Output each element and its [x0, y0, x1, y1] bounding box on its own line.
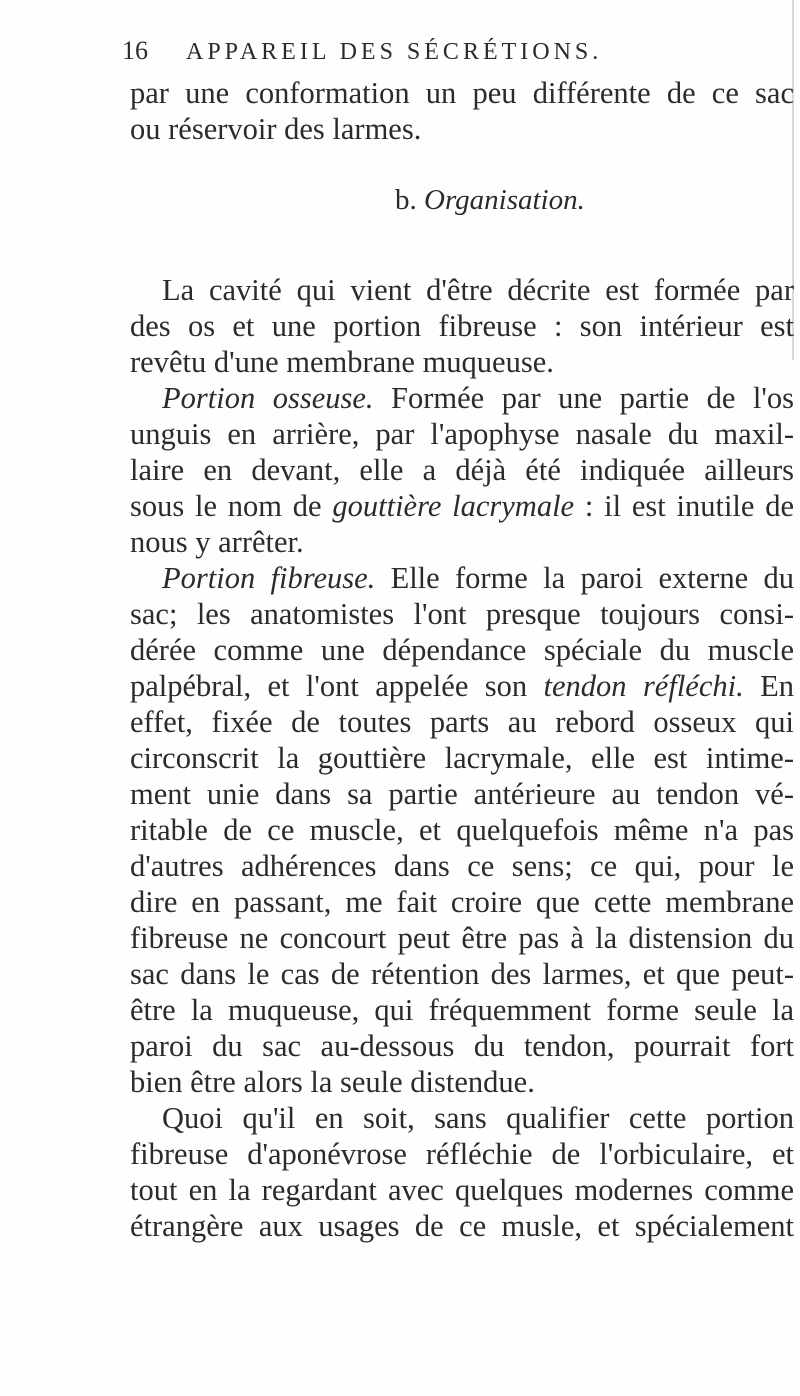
text-line: par une conformation un peu différente de ce sac [130, 76, 794, 110]
text-line: Quoi qu'il en soit, sans qualifier cette portion [162, 1101, 794, 1135]
section-heading [395, 184, 585, 217]
text-line: ritable de ce muscle, et quelquefois même n'a pas [130, 813, 794, 847]
text-line: bien être alors la seule distendue. [130, 1065, 535, 1099]
text-fragment: : il est inutile de [584, 489, 794, 523]
page-header [122, 36, 642, 66]
text-line: fibreuse d'aponévrose réfléchie de l'orbiculaire, et [130, 1137, 794, 1171]
text-line: tout en la regardant avec quelques modernes comme [130, 1173, 794, 1207]
running-title: APPAREIL DES SÉCRÉTIONS. [186, 39, 603, 65]
text-fragment: Formée par une partie de l'os [391, 381, 794, 415]
text-line: sac dans le cas de rétention des larmes, et que peut- [130, 957, 794, 991]
text-line: ment unie dans sa partie antérieure au tendon vé- [130, 777, 794, 811]
text-fragment: Elle forme la paroi externe du [390, 561, 794, 595]
text-line: dérée comme une dépendance spéciale du muscle [130, 633, 794, 667]
text-fragment: palpébral, et l'ont appelée son [130, 669, 528, 703]
text-line [130, 488, 794, 524]
text-line: fibreuse ne concourt peut être pas à la distension du [130, 921, 794, 955]
text-line: nous y arrêter. [130, 525, 304, 559]
italic-term: gouttière lacrymale [332, 489, 575, 523]
text-fragment: sous le nom de [130, 489, 322, 523]
section-letter: b. [395, 184, 417, 216]
text-line: étrangère aux usages de ce musle, et spécialement [130, 1209, 794, 1243]
text-line: des os et une portion fibreuse : son intérieur est [130, 309, 794, 343]
text-line: circonscrit la gouttière lacrymale, elle est intime- [130, 741, 794, 775]
text-line: revêtu d'une membrane muqueuse. [130, 345, 554, 379]
text-line: d'autres adhérences dans ce sens; ce qui, pour le [130, 849, 794, 883]
text-line: ou réservoir des larmes. [130, 112, 422, 146]
page-number: 16 [122, 36, 148, 65]
text-line [162, 560, 794, 596]
italic-term: tendon réfléchi. [543, 669, 744, 703]
text-line: sac; les anatomistes l'ont presque toujours consi- [130, 597, 794, 631]
text-line: laire en devant, elle a déjà été indiquée ailleurs [130, 453, 794, 487]
text-fragment: En [760, 669, 795, 703]
text-line: effet, fixée de toutes parts au rebord osseux qui [130, 705, 794, 739]
section-title: Organisation. [424, 184, 585, 216]
text-line: La cavité qui vient d'être décrite est formée par [162, 273, 794, 307]
text-line: dire en passant, me fait croire que cette membrane [130, 885, 794, 919]
text-line [130, 668, 794, 704]
text-line [162, 380, 794, 416]
text-line: être la muqueuse, qui fréquemment forme seule la [130, 993, 794, 1027]
italic-term: Portion osseuse. [162, 381, 374, 415]
text-line: unguis en arrière, par l'apophyse nasale du maxil- [130, 417, 794, 451]
text-line: paroi du sac au-dessous du tendon, pourrait fort [130, 1029, 794, 1063]
italic-term: Portion fibreuse. [162, 561, 376, 595]
